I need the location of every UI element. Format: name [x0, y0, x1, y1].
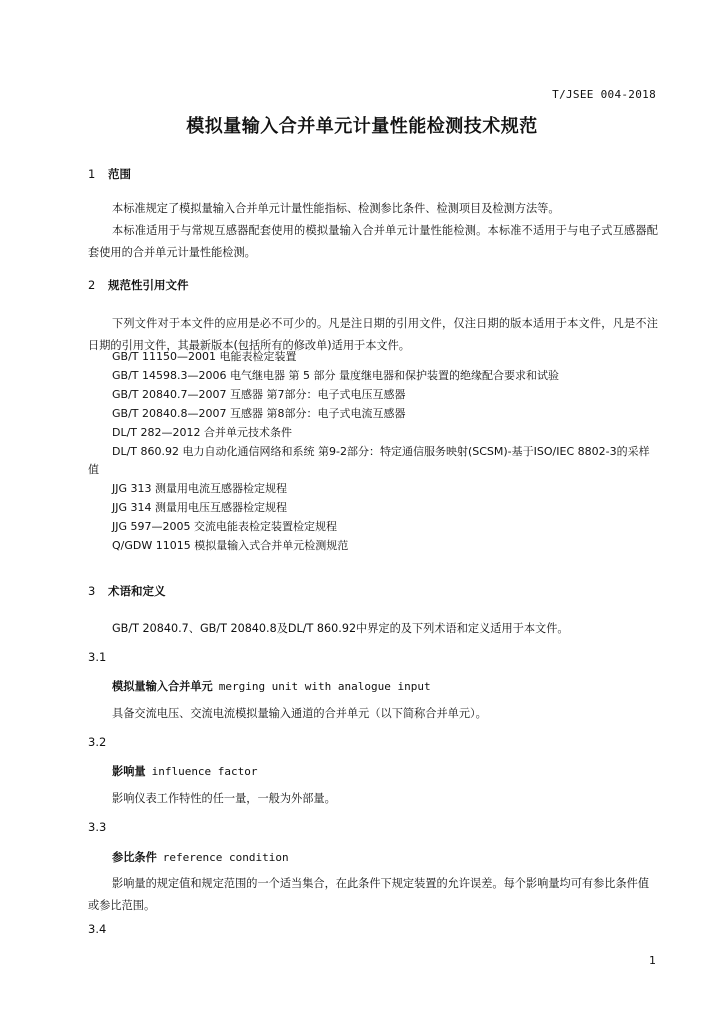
clause-number: 3.2 — [88, 735, 107, 749]
section-title: 术语和定义 — [108, 584, 166, 598]
document-title: 模拟量输入合并单元计量性能检测技术规范 — [186, 116, 538, 137]
term-definition: 影响仪表工作特性的任一量，一般为外部量。 — [112, 792, 336, 805]
section-number: 2 — [88, 278, 96, 292]
reference-item: DL/T 860.92 电力自动化通信网络和系统 第9-2部分：特定通信服务映射(SCSM)-基于ISO/IEC 8802-3的采样值 — [88, 444, 650, 477]
section-3-intro: GB/T 20840.7、GB/T 20840.8及DL/T 860.92中界定的及下列术语和定义适用于本文件。 — [112, 622, 569, 635]
term-definition: 影响量的规定值和规定范围的一个适当集合，在此条件下规定装置的允许误差。每个影响量均可有参比条件值或参比范围。 — [88, 877, 650, 912]
page-number: 1 — [649, 954, 656, 967]
reference-item: GB/T 20840.7—2007 互感器 第7部分：电子式电压互感器 — [112, 387, 406, 401]
section-title: 规范性引用文件 — [108, 278, 189, 292]
clause-number: 3.4 — [88, 922, 107, 936]
term-entry — [112, 849, 289, 865]
term-chinese: 影响量 — [112, 765, 146, 778]
clause-number: 3.3 — [88, 820, 107, 834]
term-english: merging unit with analogue input — [218, 680, 431, 693]
reference-item: JJG 597—2005 交流电能表检定装置检定规程 — [112, 520, 337, 534]
reference-item: Q/GDW 11015 模拟量输入式合并单元检测规范 — [112, 539, 349, 553]
section-title: 范围 — [108, 167, 131, 181]
term-english: reference condition — [162, 851, 289, 864]
section-1-paragraph-1: 本标准规定了模拟量输入合并单元计量性能指标、检测参比条件、检测项目及检测方法等。 — [112, 202, 560, 215]
standard-code: T/JSEE 004-2018 — [552, 88, 656, 101]
section-3-heading — [88, 583, 166, 599]
section-number: 3 — [88, 584, 96, 598]
reference-item: DL/T 282—2012 合并单元技术条件 — [112, 425, 293, 439]
section-1-heading — [88, 166, 131, 182]
section-number: 1 — [88, 167, 96, 181]
term-chinese: 参比条件 — [112, 851, 157, 864]
term-entry — [112, 763, 258, 779]
section-1-paragraph-2: 本标准适用于与常规互感器配套使用的模拟量输入合并单元计量性能检测。本标准不适用于与电子式互感器配套使用的合并单元计量性能检测。 — [88, 224, 658, 259]
reference-item: JJG 314 测量用电压互感器检定规程 — [112, 501, 288, 515]
reference-item: GB/T 20840.8—2007 互感器 第8部分：电子式电流互感器 — [112, 406, 406, 420]
term-english: influence factor — [151, 765, 258, 778]
reference-item: GB/T 14598.3—2006 电气继电器 第 5 部分 量度继电器和保护装置的绝缘配合要求和试验 — [112, 368, 559, 382]
reference-list — [88, 348, 658, 556]
term-definition: 具备交流电压、交流电流模拟量输入通道的合并单元（以下简称合并单元）。 — [112, 707, 487, 720]
reference-item: JJG 313 测量用电流互感器检定规程 — [112, 482, 288, 496]
term-chinese: 模拟量输入合并单元 — [112, 680, 213, 693]
section-2-heading — [88, 277, 189, 293]
clause-number: 3.1 — [88, 650, 107, 664]
reference-item: GB/T 11150—2001 电能表检定装置 — [112, 350, 297, 363]
term-entry — [112, 678, 431, 694]
section-2-intro: 下列文件对于本文件的应用是必不可少的。凡是注日期的引用文件，仅注日期的版本适用于本文件，凡是不注日期的引用文件，其最新版本(包括所有的修改单)适用于本文件。 — [88, 317, 658, 352]
